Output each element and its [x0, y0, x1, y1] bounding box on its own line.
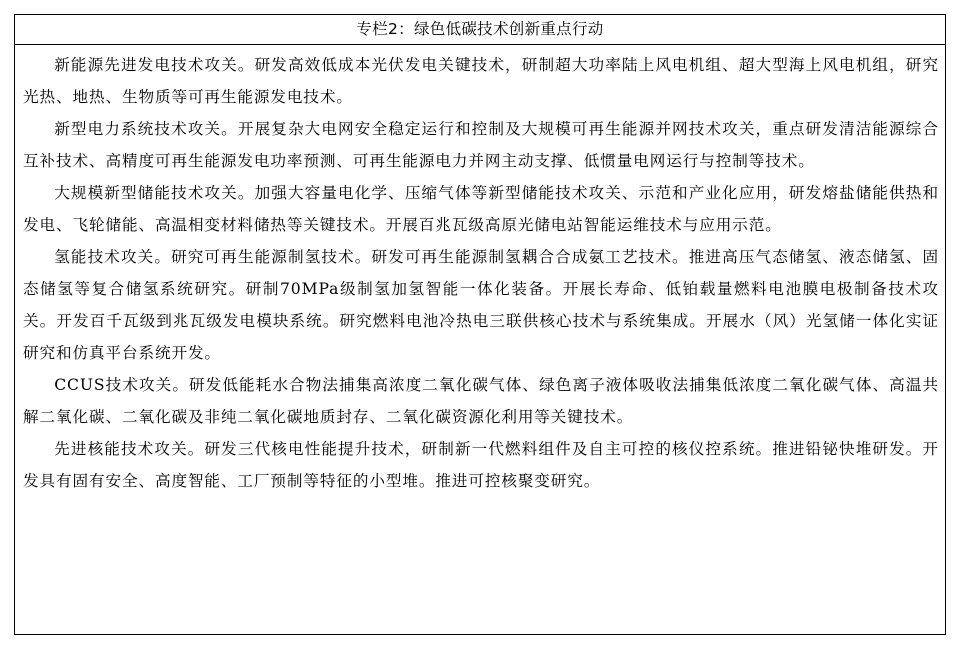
- box-title: 专栏2：绿色低碳技术创新重点行动: [15, 15, 945, 45]
- column-box: [14, 14, 946, 635]
- paragraph-nuclear: 先进核能技术攻关。研发三代核电性能提升技术，研制新一代燃料组件及自主可控的核仪控系统。推进铅铋快堆研发。开发具有固有安全、高度智能、工厂预制等特征的小型堆。推进可控核聚变研究。: [23, 440, 939, 490]
- paragraph-energy-storage: 大规模新型储能技术攻关。加强大容量电化学、压缩气体等新型储能技术攻关、示范和产业化应用，研发熔盐储能供热和发电、飞轮储能、高温相变材料储热等关键技术。开展百兆瓦级高原光储电站智能运维技术与应用示范。: [23, 184, 939, 234]
- box-content: [15, 45, 945, 497]
- paragraph-hydrogen: 氢能技术攻关。研究可再生能源制氢技术。研发可再生能源制氢耦合合成氨工艺技术。推进高压气态储氢、液态储氢、固态储氢等复合储氢系统研究。研制70MPa级制氢加氢智能一体化装备。开展长寿命、低铂载量燃料电池膜电极制备技术攻关。开发百千瓦级到兆瓦级发电模块系统。研究燃料电池冷热电三联供核心技术与系统集成。开展水（风）光氢储一体化实证研究和仿真平台系统开发。: [23, 248, 939, 362]
- paragraph-power-system: 新型电力系统技术攻关。开展复杂大电网安全稳定运行和控制及大规模可再生能源并网技术攻关，重点研发清洁能源综合互补技术、高精度可再生能源发电功率预测、可再生能源电力并网主动支撑、低惯量电网运行与控制等技术。: [23, 120, 939, 170]
- paragraph-new-energy: 新能源先进发电技术攻关。研发高效低成本光伏发电关键技术，研制超大功率陆上风电机组、超大型海上风电机组，研究光热、地热、生物质等可再生能源发电技术。: [23, 56, 939, 106]
- paragraph-ccus: CCUS技术攻关。研发低能耗水合物法捕集高浓度二氧化碳气体、绿色离子液体吸收法捕集低浓度二氧化碳气体、高温共解二氧化碳、二氧化碳及非纯二氧化碳地质封存、二氧化碳资源化利用等关键技术。: [23, 376, 939, 426]
